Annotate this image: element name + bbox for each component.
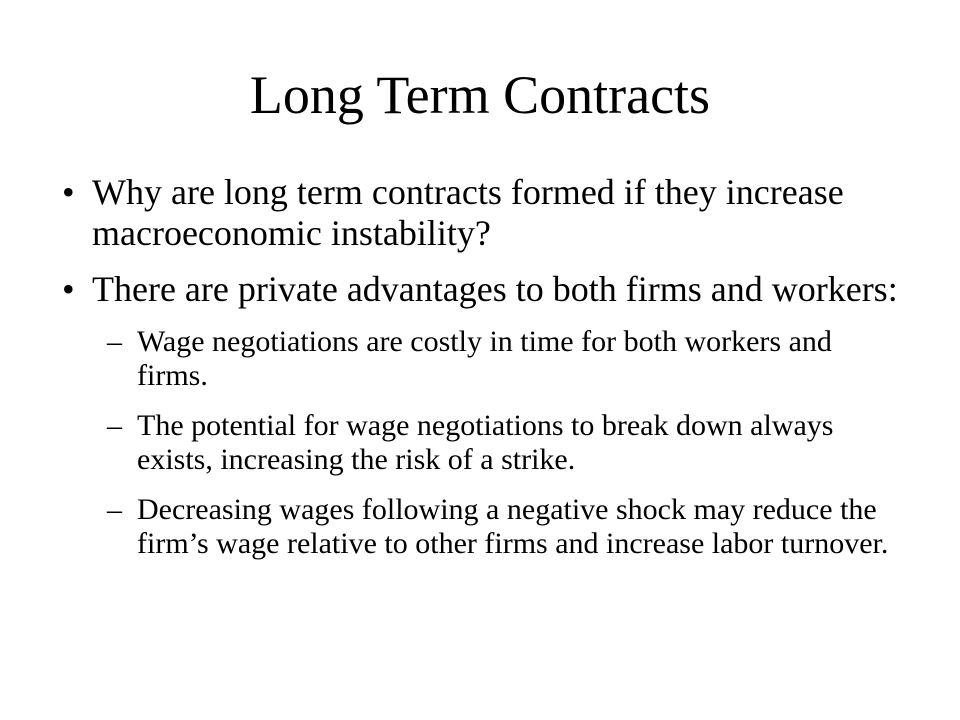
sub-bullet-item: [107, 409, 903, 477]
bullet-text: There are private advantages to both firms and workers:: [92, 269, 898, 309]
slide-title: Long Term Contracts: [249, 65, 711, 125]
bullet-item: [62, 172, 902, 254]
sub-bullet-item: [107, 325, 903, 393]
dash-marker: –: [107, 409, 122, 442]
slide-content: [62, 172, 902, 577]
sub-bullet-item: [107, 493, 903, 561]
sub-bullet-text: Decreasing wages following a negative shock may reduce the firm’s wage relative to other firms and increase labor turnover.: [137, 493, 889, 560]
dash-marker: –: [107, 325, 122, 358]
bullet-marker: •: [62, 269, 75, 309]
sub-bullet-text: The potential for wage negotiations to break down always exists, increasing the risk of a strike.: [137, 409, 834, 476]
bullet-text: Why are long term contracts formed if they increase macroeconomic instability?: [92, 172, 844, 253]
dash-marker: –: [107, 493, 122, 526]
sub-bullet-text: Wage negotiations are costly in time for both workers and firms.: [137, 325, 832, 392]
bullet-marker: •: [62, 172, 75, 212]
bullet-item: [62, 269, 902, 310]
